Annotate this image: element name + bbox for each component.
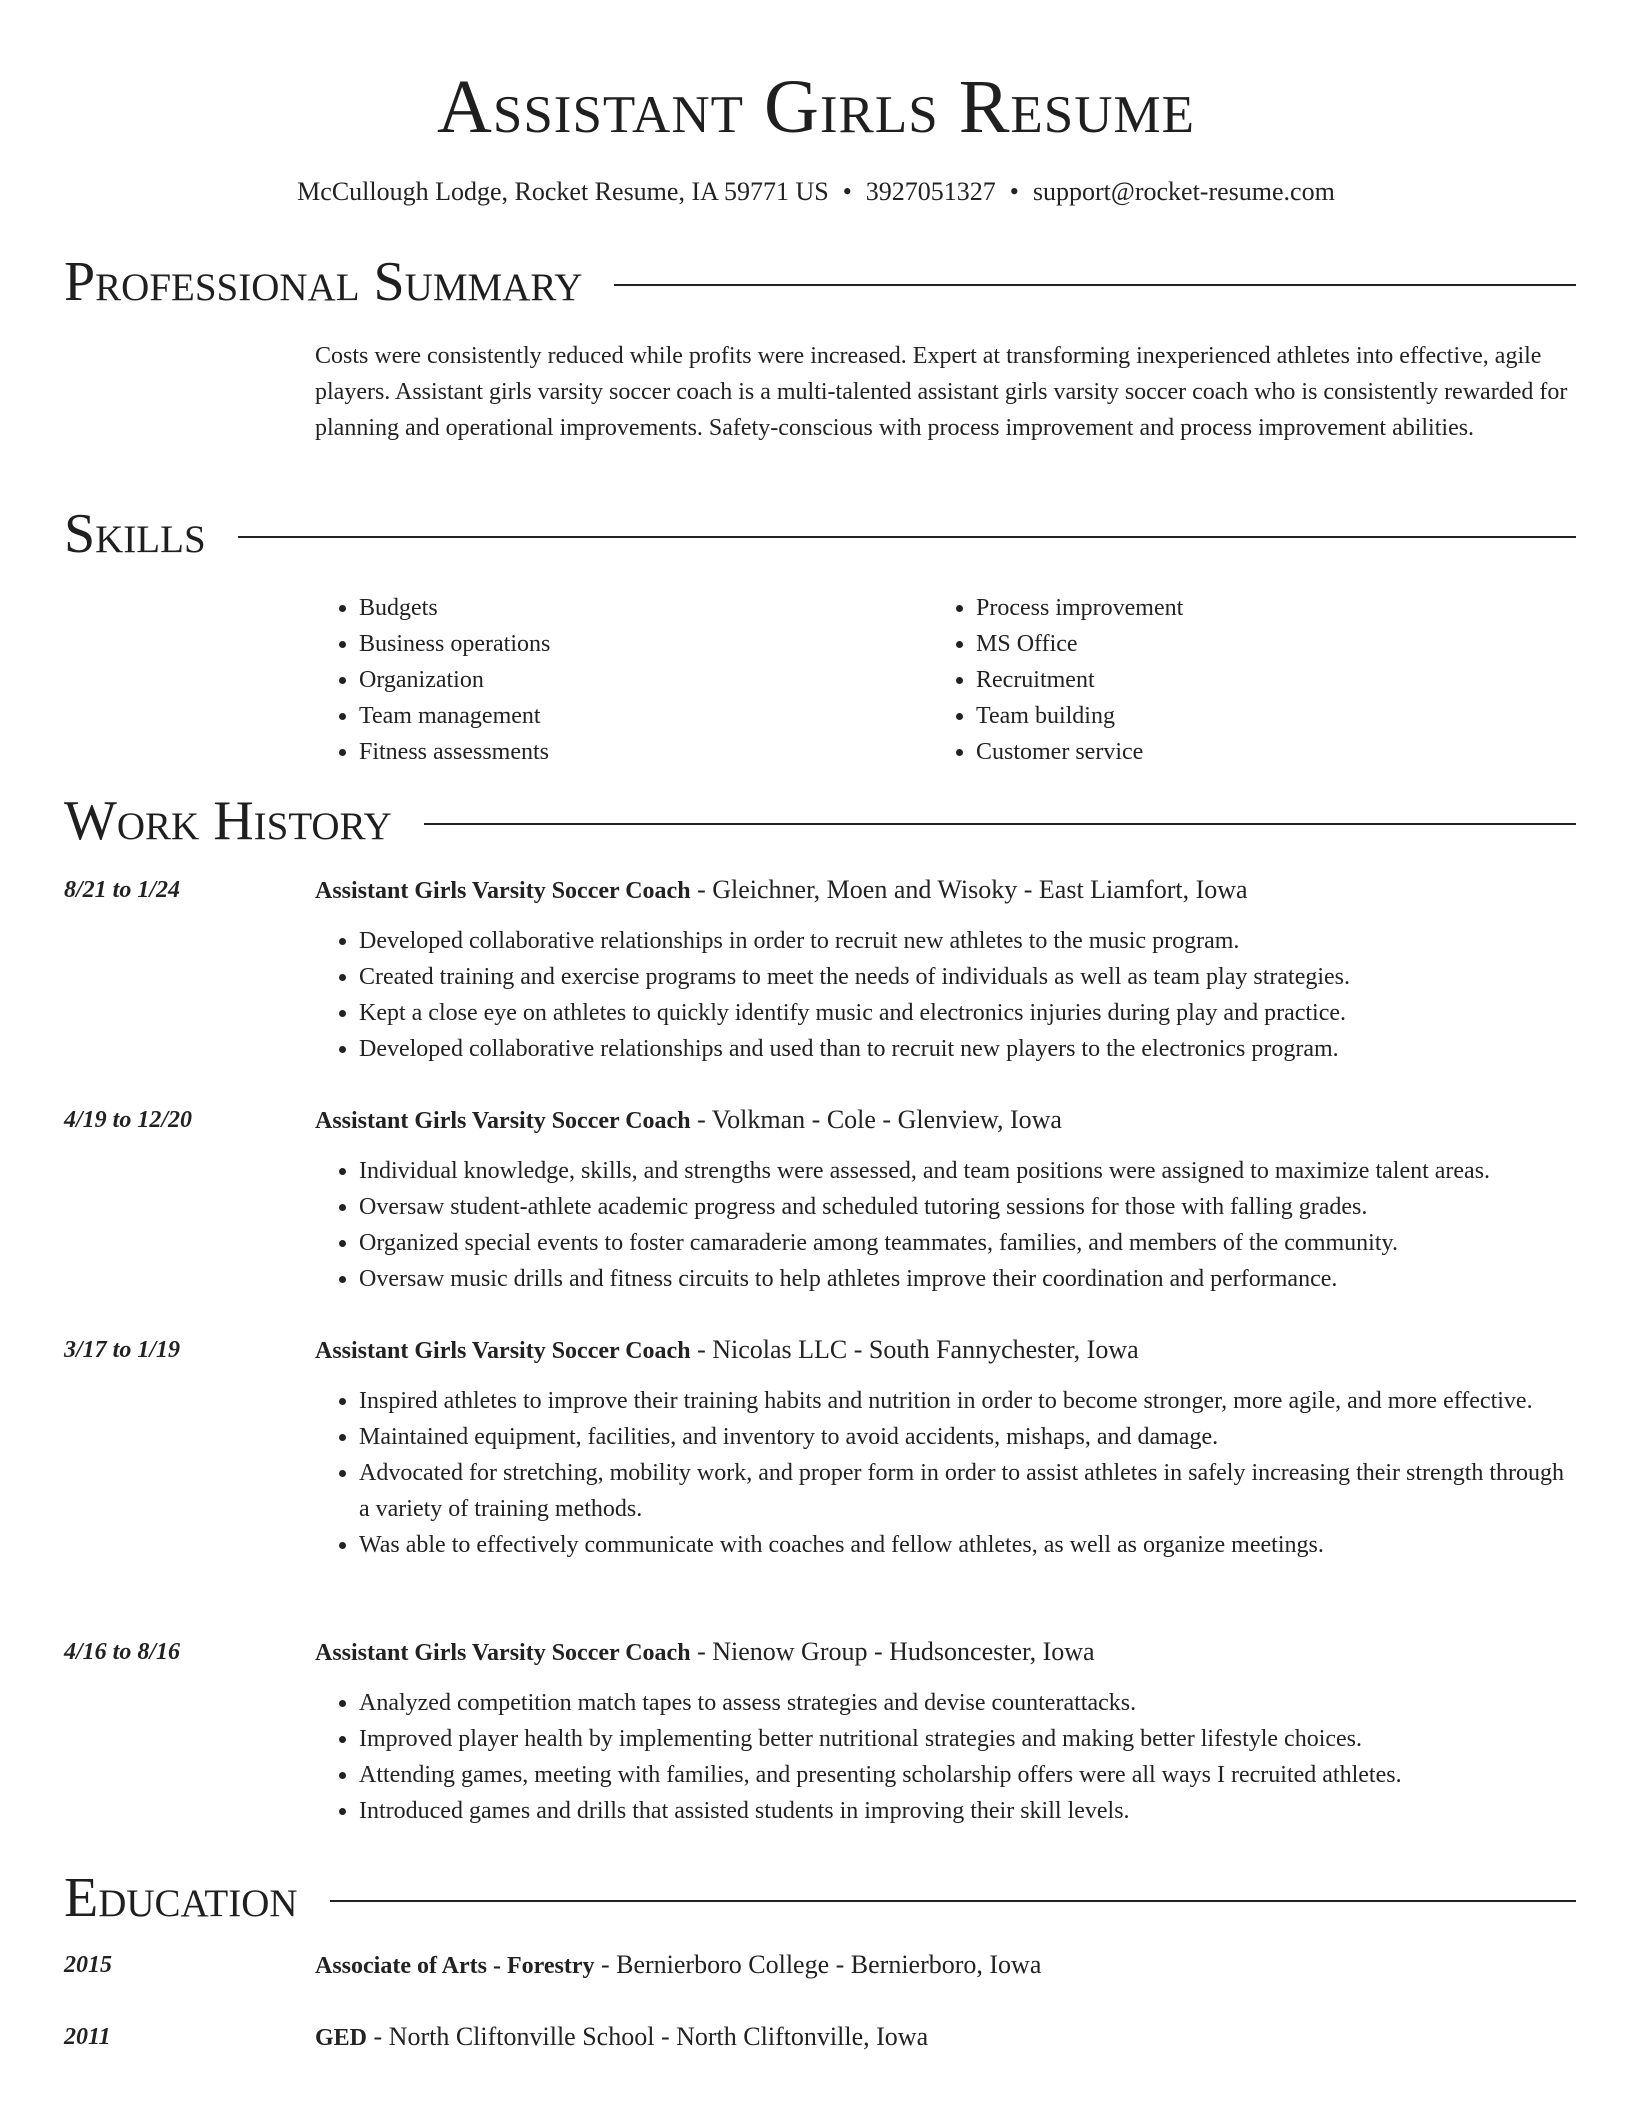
education-school: - Bernierboro College - Bernierboro, Iowa [594,1950,1042,1979]
summary-heading: Professional Summary [64,251,583,313]
skills-section-header [64,502,1576,566]
job-employer: - Gleichner, Moen and Wisoky - East Liamfort, Iowa [690,875,1248,904]
skill-item: • Process improvement [976,590,1549,626]
job-bullet: • Analyzed competition match tapes to assess strategies and devise counterattacks. [359,1685,1576,1721]
education-entry [64,2019,1576,2056]
job-bullets [315,1153,1576,1297]
section-divider [238,536,1576,538]
job-bullet: • Developed collaborative relationships and used than to recruit new players to the electronics program. [359,1031,1576,1067]
summary-text: Costs were consistently reduced while profits were increased. Expert at transforming inexperienced athletes into effective, agile players. Assistant girls varsity soccer coach is a multi-talented assistant girls varsity soccer coach who is consistently rewarded for planning and operational improvements. Safety-conscious with process improvement and process improvement abilities. [315,343,1568,441]
education-year: 2011 [64,2024,111,2050]
job-bullet: • Was able to effectively communicate with coaches and fellow athletes, as well as organize meetings. [359,1527,1576,1563]
job-title: Assistant Girls Varsity Soccer Coach [315,1338,691,1364]
section-divider [614,284,1576,286]
job-title: Assistant Girls Varsity Soccer Coach [315,1640,691,1666]
job-entry [64,872,1576,1067]
skill-item: • Fitness assessments [359,734,932,770]
work-heading: Work History [64,790,392,852]
job-dates: 4/19 to 12/20 [64,1107,193,1133]
skill-item: • Organization [359,662,932,698]
contact-line [0,174,1632,210]
job-dates: 4/16 to 8/16 [64,1639,181,1665]
job-bullet: • Oversaw student-athlete academic progress and scheduled tutoring sessions for those with falling grades. [359,1189,1576,1225]
contact-phone: 3927051327 [865,177,996,206]
skills-column-left [315,590,932,770]
section-divider [424,823,1576,825]
education-line [315,1947,1576,1984]
education-year: 2015 [64,1952,112,1978]
summary-section-header [64,250,1576,314]
job-heading [315,872,1576,909]
skill-item: • Recruitment [976,662,1549,698]
skills-list [315,590,1577,770]
job-employer: - Volkman - Cole - Glenview, Iowa [690,1105,1062,1134]
job-bullet: • Oversaw music drills and fitness circuits to help athletes improve their coordination and performance. [359,1261,1576,1297]
job-bullets [315,1383,1576,1563]
education-entry [64,1947,1576,1984]
job-title: Assistant Girls Varsity Soccer Coach [315,878,691,904]
job-heading [315,1634,1576,1671]
education-section-header [64,1866,1576,1930]
job-bullet: • Advocated for stretching, mobility work, and proper form in order to assist athletes in safely increasing their strength through a variety of training methods. [359,1455,1576,1527]
education-school: - North Cliftonville School - North Cliftonville, Iowa [367,2022,929,2051]
education-degree: GED [315,2025,368,2051]
job-title: Assistant Girls Varsity Soccer Coach [315,1108,691,1134]
job-bullets [315,1685,1576,1829]
contact-separator: • [842,177,852,206]
job-bullet: • Attending games, meeting with families, and presenting scholarship offers were all ways I recruited athletes. [359,1757,1576,1793]
job-entry [64,1332,1576,1563]
skills-heading: Skills [64,503,206,565]
job-heading [315,1332,1576,1369]
skill-item: • MS Office [976,626,1549,662]
skill-item: • Business operations [359,626,932,662]
skill-item: • Team building [976,698,1549,734]
resume-title: Assistant Girls Resume [436,65,1196,149]
job-bullet: • Individual knowledge, skills, and strengths were assessed, and team positions were assigned to maximize talent areas. [359,1153,1576,1189]
contact-address: McCullough Lodge, Rocket Resume, IA 59771 US [297,177,829,206]
job-heading [315,1102,1576,1139]
job-bullet: • Kept a close eye on athletes to quickly identify music and electronics injuries during play and practice. [359,995,1576,1031]
job-employer: - Nienow Group - Hudsoncester, Iowa [690,1637,1095,1666]
skills-column-right [932,590,1549,770]
job-bullet: • Improved player health by implementing better nutritional strategies and making better lifestyle choices. [359,1721,1576,1757]
skill-item: • Budgets [359,590,932,626]
job-entry [64,1634,1576,1829]
work-section-header [64,789,1576,853]
job-bullet: • Developed collaborative relationships in order to recruit new athletes to the music program. [359,923,1576,959]
education-degree: Associate of Arts - Forestry [315,1953,595,1979]
job-bullet: • Created training and exercise programs to meet the needs of individuals as well as team play strategies. [359,959,1576,995]
education-line [315,2019,1576,2056]
skill-item: • Team management [359,698,932,734]
education-heading: Education [64,1867,298,1929]
contact-separator: • [1009,177,1019,206]
job-employer: - Nicolas LLC - South Fannychester, Iowa [690,1335,1139,1364]
skill-item: • Customer service [976,734,1549,770]
job-bullet: • Organized special events to foster camaraderie among teammates, families, and members of the community. [359,1225,1576,1261]
job-bullet: • Introduced games and drills that assisted students in improving their skill levels. [359,1793,1576,1829]
job-bullet: • Maintained equipment, facilities, and inventory to avoid accidents, mishaps, and damage. [359,1419,1576,1455]
job-dates: 3/17 to 1/19 [64,1337,181,1363]
section-divider [330,1900,1576,1902]
job-dates: 8/21 to 1/24 [64,877,181,903]
job-bullets [315,923,1576,1067]
contact-email: support@rocket-resume.com [1032,177,1335,206]
job-bullet: • Inspired athletes to improve their training habits and nutrition in order to become stronger, more agile, and more effective. [359,1383,1576,1419]
job-entry [64,1102,1576,1297]
